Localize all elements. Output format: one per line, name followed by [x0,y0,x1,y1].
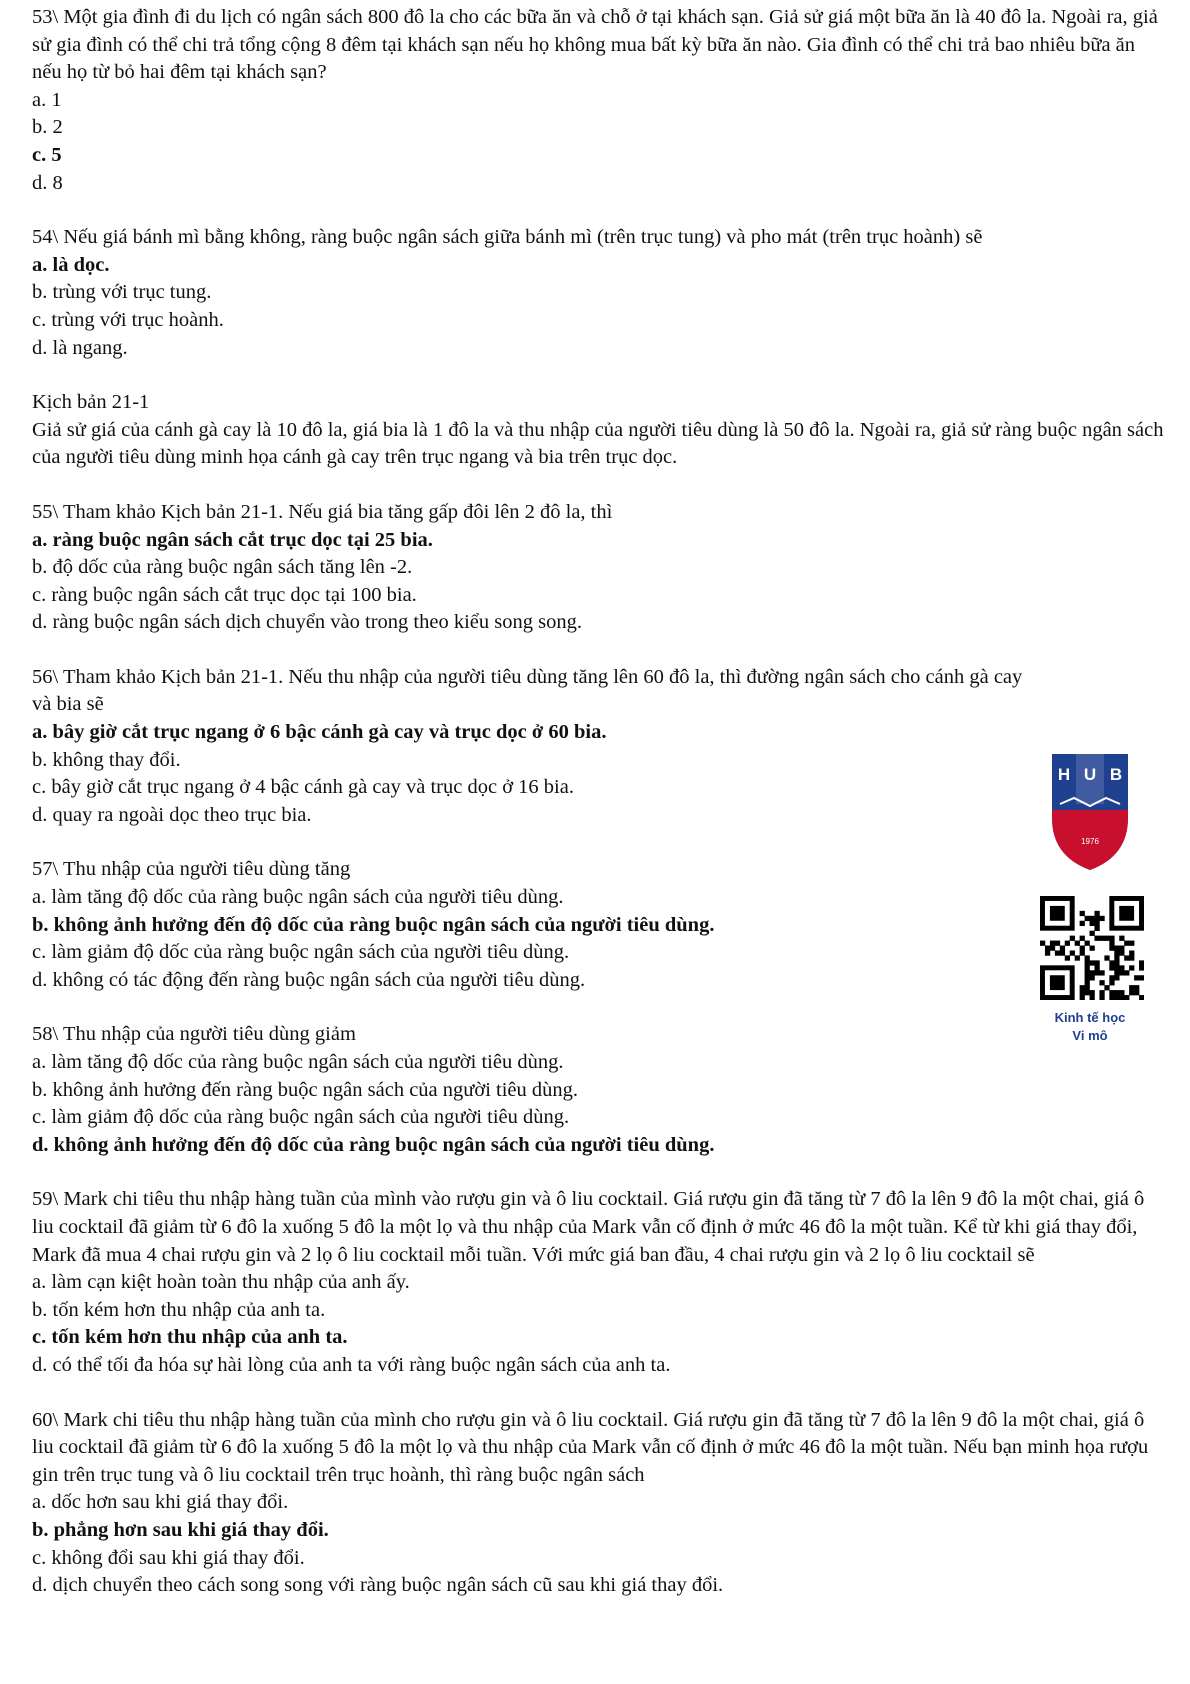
logo-year: 1976 [1081,837,1099,846]
answer-option: b. không ảnh hưởng đến ràng buộc ngân sách của người tiêu dùng. [32,1078,579,1101]
answer-option: a. 1 [32,88,62,111]
document-body [32,4,1164,1627]
question-stem: 54\ Nếu giá bánh mì bằng không, ràng buộc ngân sách giữa bánh mì (trên trục tung) và pho mát (trên trục hoành) sẽ [32,226,983,249]
question-block [32,856,1164,994]
question-block [32,499,1164,637]
question-block [32,4,1164,197]
question-block [32,1186,1164,1379]
answer-option-correct: c. tốn kém hơn thu nhập của anh ta. [32,1326,348,1349]
question-stem: 60\ Mark chi tiêu thu nhập hàng tuần của mình cho rượu gin và ô liu cocktail. Giá rượu gin đã tăng từ 7 đô la lên 9 đô la một chai, giá ô liu cocktail đã giảm từ 6 đô la xuống 5 đô la một lọ và thu nhập của Mark vẫn cố định ở mức 46 đô la một tuần. Nếu bạn minh họa rượu gin trên trục tung và ô liu cocktail trên trục hoành, thì ràng buộc ngân sách [32,1408,1149,1486]
question-block [32,1407,1164,1600]
question-block [32,664,1164,830]
answer-option: b. trùng với trục tung. [32,281,212,304]
answer-option-correct: a. ràng buộc ngân sách cắt trục dọc tại 25 bia. [32,528,433,551]
answer-option: c. làm giảm độ dốc của ràng buộc ngân sách của người tiêu dùng. [32,941,570,964]
question-stem: 56\ Tham khảo Kịch bản 21-1. Nếu thu nhập của người tiêu dùng tăng lên 60 đô la, thì đường ngân sách cho cánh gà cay và bia sẽ [32,665,1023,716]
answer-option: c. bây giờ cắt trục ngang ở 4 bậc cánh gà cay và trục dọc ở 16 bia. [32,776,574,799]
logo-letter-h: H [1057,765,1071,784]
question-block [32,224,1164,362]
question-stem: 59\ Mark chi tiêu thu nhập hàng tuần của mình vào rượu gin và ô liu cocktail. Giá rượu gin đã tăng từ 7 đô la lên 9 đô la một chai, giá ô liu cocktail đã giảm từ 6 đô la xuống 5 đô la một lọ và thu nhập của Mark vẫn cố định ở mức 46 đô la một tuần. Kể từ khi giá thay đổi, Mark đã mua 4 chai rượu gin và 2 lọ ô liu cocktail mỗi tuần. Với mức giá ban đầu, 4 chai rượu gin và 2 lọ ô liu cocktail sẽ [32,1188,1145,1266]
answer-option-correct: a. bây giờ cắt trục ngang ở 6 bậc cánh gà cay và trục dọc ở 60 bia. [32,721,607,744]
brand-caption-line1: Kinh tế học [1054,1010,1126,1025]
answer-option: d. không có tác động đến ràng buộc ngân sách của người tiêu dùng. [32,968,586,991]
answer-option: d. là ngang. [32,336,128,359]
question-stem: 57\ Thu nhập của người tiêu dùng tăng [32,858,351,881]
answer-option: d. 8 [32,171,63,194]
answer-option-correct: c. 5 [32,143,62,166]
qr-code-icon [1040,896,1144,1000]
answer-option: d. có thể tối đa hóa sự hài lòng của anh ta với ràng buộc ngân sách của anh ta. [32,1353,671,1376]
answer-option: b. độ dốc của ràng buộc ngân sách tăng lên -2. [32,556,413,579]
question-block [32,1021,1164,1159]
answer-option: c. làm giảm độ dốc của ràng buộc ngân sách của người tiêu dùng. [32,1106,570,1129]
answer-option: c. trùng với trục hoành. [32,308,224,331]
scenario-text: Giả sử giá của cánh gà cay là 10 đô la, giá bia là 1 đô la và thu nhập của người tiêu dùng là 50 đô la. Ngoài ra, giả sử ràng buộc ngân sách của người tiêu dùng minh họa cánh gà cay trên trục ngang và bia trên trục dọc. [32,418,1164,469]
answer-option: b. tốn kém hơn thu nhập của anh ta. [32,1298,326,1321]
hub-logo [1048,748,1132,872]
brand-caption-line2: Vi mô [1072,1028,1108,1043]
answer-option-correct: a. là dọc. [32,253,110,276]
answer-option: a. dốc hơn sau khi giá thay đổi. [32,1491,289,1514]
answer-option: b. 2 [32,116,63,139]
question-stem: 53\ Một gia đình đi du lịch có ngân sách 800 đô la cho các bữa ăn và chỗ ở tại khách sạn. Giả sử giá một bữa ăn là 40 đô la. Ngoài ra, giả sử gia đình có thể chi trả tổng cộng 8 đêm tại khách sạn nếu họ không mua bất kỳ bữa ăn nào. Gia đình có thể chi trả bao nhiêu bữa ăn nếu họ từ bỏ hai đêm tại khách sạn? [32,6,1158,84]
answer-option: a. làm tăng độ dốc của ràng buộc ngân sách của người tiêu dùng. [32,886,564,909]
answer-option: b. không thay đổi. [32,748,181,771]
logo-letter-u: U [1083,765,1097,784]
answer-option: c. ràng buộc ngân sách cắt trục dọc tại 100 bia. [32,583,417,606]
answer-option: a. làm tăng độ dốc của ràng buộc ngân sách của người tiêu dùng. [32,1051,564,1073]
logo-letter-b: B [1109,765,1123,784]
answer-option-correct: b. phẳng hơn sau khi giá thay đổi. [32,1518,329,1541]
answer-option-correct: b. không ảnh hưởng đến độ dốc của ràng buộc ngân sách của người tiêu dùng. [32,913,715,936]
answer-option: d. dịch chuyển theo cách song song với ràng buộc ngân sách cũ sau khi giá thay đổi. [32,1574,724,1597]
answer-option: c. không đổi sau khi giá thay đổi. [32,1546,305,1569]
answer-option: d. ràng buộc ngân sách dịch chuyển vào trong theo kiểu song song. [32,611,582,634]
question-stem: 55\ Tham khảo Kịch bản 21-1. Nếu giá bia tăng gấp đôi lên 2 đô la, thì [32,500,613,523]
answer-option: a. làm cạn kiệt hoàn toàn thu nhập của anh ấy. [32,1271,410,1294]
scenario-block [32,389,1164,472]
answer-option: d. quay ra ngoài dọc theo trục bia. [32,803,312,826]
scenario-title: Kịch bản 21-1 [32,391,150,414]
answer-option-correct: d. không ảnh hưởng đến độ dốc của ràng buộc ngân sách của người tiêu dùng. [32,1133,715,1156]
question-stem: 58\ Thu nhập của người tiêu dùng giảm [32,1023,356,1046]
